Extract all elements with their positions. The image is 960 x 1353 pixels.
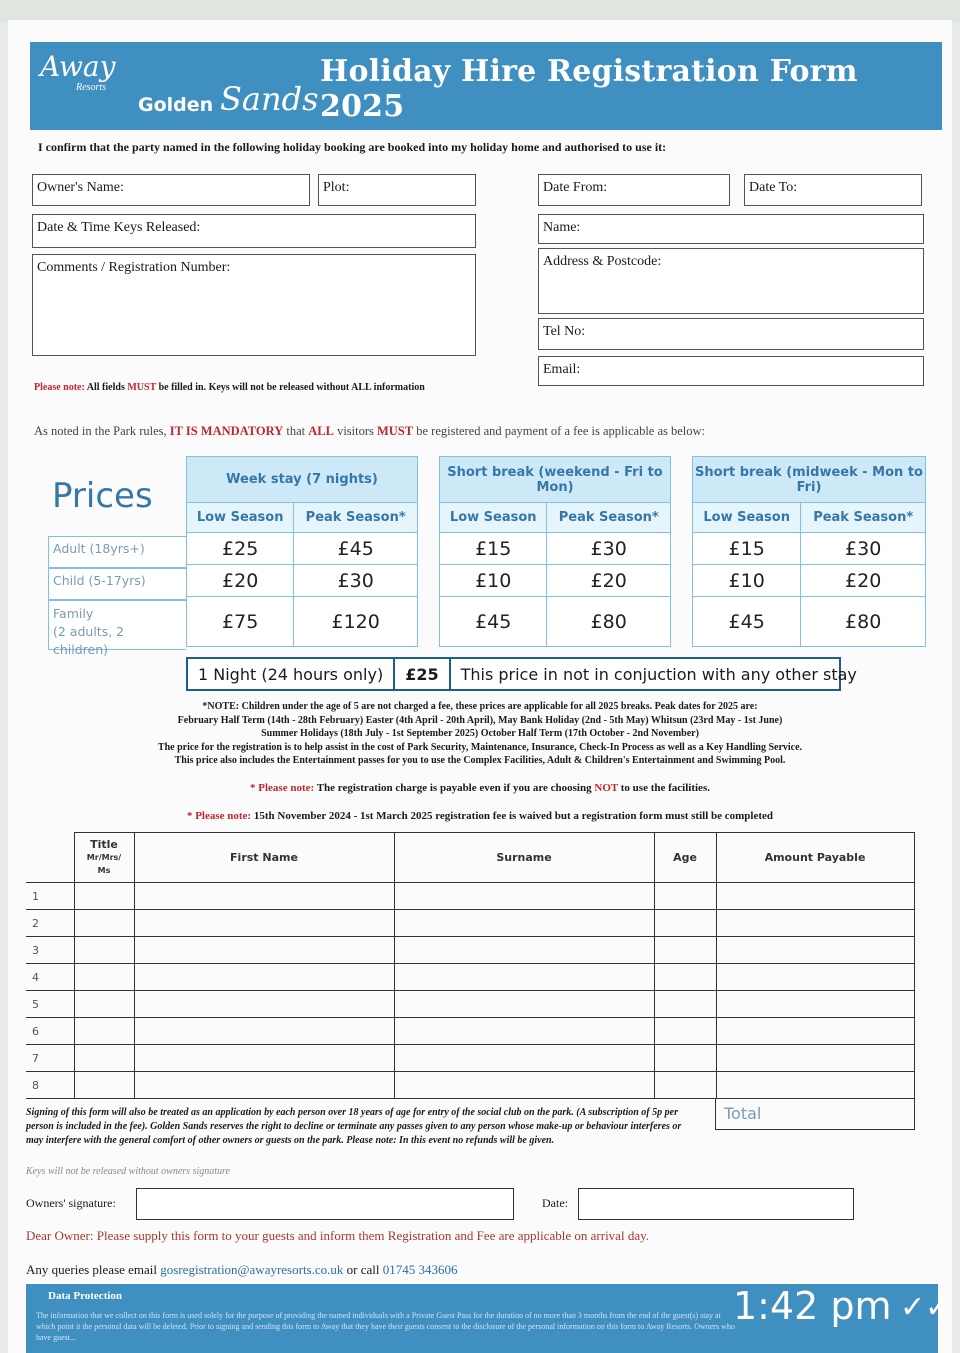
queries-line — [26, 1262, 457, 1278]
price-sub-peak: Peak Season* — [547, 503, 671, 533]
guest-col-surname: Surname — [394, 833, 654, 883]
guest-name-label: Name: — [543, 220, 581, 235]
first-name-cell[interactable] — [134, 1018, 394, 1045]
guest-col-number — [26, 833, 74, 883]
guest-col-age: Age — [654, 833, 716, 883]
mandatory-bold2: ALL — [308, 424, 334, 438]
table-row — [26, 883, 914, 910]
price-sub-low: Low Season — [187, 503, 294, 533]
fields-required-note — [34, 382, 425, 393]
note-line: *NOTE: Children under the age of 5 are not charged a fee, these prices are applicable for all 2025 breaks. Peak dates for 2025 are: — [202, 701, 758, 712]
note-line: February Half Term (14th - 28th February) Easter (4th April - 20th April), May Bank Holiday (2nd - 5th May) Whitsun (23rd May - 1st June) — [177, 714, 783, 726]
total-field[interactable] — [715, 1098, 915, 1130]
row-number: 2 — [26, 910, 74, 937]
email-label: Email: — [543, 362, 581, 377]
logo-golden: Golden — [138, 94, 214, 116]
please-note-pre: All fields — [86, 382, 128, 393]
first-name-cell[interactable] — [134, 937, 394, 964]
row-number: 5 — [26, 991, 74, 1018]
plot-label: Plot: — [323, 180, 350, 195]
price-sub-peak: Peak Season* — [801, 503, 926, 533]
first-name-cell[interactable] — [134, 883, 394, 910]
price-table-midweek — [692, 456, 926, 647]
date-from-field[interactable] — [538, 174, 730, 206]
amount-cell[interactable] — [716, 883, 914, 910]
row-number: 6 — [26, 1018, 74, 1045]
pn1-label: * Please note: — [250, 782, 315, 794]
read-ticks-icon: ✓✓ — [900, 1290, 951, 1325]
mandatory-bold3: MUST — [377, 424, 414, 438]
price-cell: £45 — [440, 597, 547, 647]
table-row — [26, 964, 914, 991]
queries-pre: Any queries please email — [26, 1262, 161, 1277]
one-night-box — [186, 657, 857, 691]
please-note-post: be filled in. Keys will not be released without ALL information — [156, 382, 425, 393]
signature-label: Owners' signature: — [26, 1196, 116, 1210]
guest-table — [26, 832, 915, 1099]
age-cell[interactable] — [654, 991, 716, 1018]
age-cell[interactable] — [654, 1072, 716, 1099]
col-title-label: Title — [90, 837, 118, 851]
first-name-cell[interactable] — [134, 1072, 394, 1099]
first-name-cell[interactable] — [134, 964, 394, 991]
price-cell: £20 — [801, 565, 926, 597]
surname-cell[interactable] — [394, 1018, 654, 1045]
price-cell: £20 — [547, 565, 671, 597]
amount-cell[interactable] — [716, 1045, 914, 1072]
prices-title: Prices — [52, 476, 153, 516]
message-timestamp: 1:42 pm — [733, 1284, 892, 1328]
price-sub-peak: Peak Season* — [294, 503, 418, 533]
guest-col-title — [74, 833, 134, 883]
logo-sands: Sands — [220, 80, 319, 118]
title-cell[interactable] — [74, 1072, 134, 1099]
price-heading-weekend: Short break (weekend - Fri to Mon) — [440, 457, 671, 503]
logo-away: Away — [40, 50, 116, 83]
signature-field[interactable] — [136, 1188, 514, 1220]
pn1-not: NOT — [594, 782, 619, 794]
title-cell[interactable] — [74, 1018, 134, 1045]
price-cell: £120 — [294, 597, 418, 647]
price-cell: £45 — [693, 597, 801, 647]
confirm-statement: I confirm that the party named in the following holiday booking are booked into my holiday home and authorised to use it: — [38, 140, 667, 154]
first-name-cell[interactable] — [134, 991, 394, 1018]
one-night-note: This price in not in conjuction with any other stay — [460, 665, 857, 684]
guest-col-amount: Amount Payable — [716, 833, 914, 883]
first-name-cell[interactable] — [134, 1045, 394, 1072]
dear-owner-text: Please supply this form to your guests and inform them Registration and Fee are applicable on arrival day. — [93, 1228, 649, 1243]
price-heading-midweek: Short break (midweek - Mon to Fri) — [693, 457, 926, 503]
dear-owner-note — [26, 1228, 649, 1244]
table-row — [26, 910, 914, 937]
price-table-week — [186, 456, 418, 647]
surname-cell[interactable] — [394, 1072, 654, 1099]
row-label-family — [48, 600, 186, 657]
keys-signature-note: Keys will not be released without owners signature — [26, 1166, 230, 1177]
tel-label: Tel No: — [543, 324, 586, 339]
amount-cell[interactable] — [716, 1018, 914, 1045]
guest-name-field[interactable] — [538, 214, 924, 244]
row-label-family-title: Family — [53, 606, 94, 621]
title-cell[interactable] — [74, 883, 134, 910]
one-night-price: £25 — [395, 659, 450, 689]
tel-field[interactable] — [538, 318, 924, 350]
title-cell[interactable] — [74, 991, 134, 1018]
table-row — [26, 991, 914, 1018]
title-cell[interactable] — [74, 964, 134, 991]
form-sheet — [8, 20, 952, 1353]
title-cell[interactable] — [74, 1045, 134, 1072]
age-cell[interactable] — [654, 964, 716, 991]
price-sub-low: Low Season — [693, 503, 801, 533]
keys-released-label: Date & Time Keys Released: — [37, 220, 201, 235]
surname-cell[interactable] — [394, 937, 654, 964]
amount-cell[interactable] — [716, 991, 914, 1018]
table-row — [26, 1018, 914, 1045]
date-field[interactable] — [578, 1188, 854, 1220]
mandatory-mid1: that — [283, 424, 309, 438]
price-cell: £20 — [187, 565, 294, 597]
price-cell: £80 — [547, 597, 671, 647]
owners-name-label: Owner's Name: — [37, 180, 124, 195]
price-heading-week: Week stay (7 nights) — [187, 457, 418, 503]
first-name-cell[interactable] — [134, 910, 394, 937]
registration-charge-note — [48, 782, 912, 794]
surname-cell[interactable] — [394, 964, 654, 991]
queries-mid: or call — [343, 1262, 383, 1277]
row-number: 1 — [26, 883, 74, 910]
please-note-must: MUST — [127, 382, 157, 393]
row-number: 7 — [26, 1045, 74, 1072]
row-number: 3 — [26, 937, 74, 964]
notes-block — [48, 700, 912, 768]
note-line: This price also includes the Entertainment passes for you to use the Complex Facilities, Adult & Children's Entertainment and Swimming Pool. — [174, 755, 786, 766]
surname-cell[interactable] — [394, 883, 654, 910]
price-cell: £10 — [440, 565, 547, 597]
date-to-field[interactable] — [744, 174, 922, 206]
row-label-child: Child (5-17yrs) — [48, 568, 186, 600]
owners-name-field[interactable] — [32, 174, 310, 206]
comments-label: Comments / Registration Number: — [37, 260, 231, 275]
guest-col-first: First Name — [134, 833, 394, 883]
age-cell[interactable] — [654, 1045, 716, 1072]
dear-owner-label: Dear Owner: — [26, 1228, 94, 1243]
title-cell[interactable] — [74, 910, 134, 937]
age-cell[interactable] — [654, 910, 716, 937]
pn2-label: * Please note: — [186, 810, 252, 822]
age-cell[interactable] — [654, 937, 716, 964]
signing-terms: Signing of this form will also be treated as an application by each person over 18 years of age for entry of the social club on the park. (A subscription of 5p per person is included in the fee). Golden Sands reserves the right to decline or terminate any passes given to any person whose make-up or behaviour interferes or may interfere with the general comfort of other owners or guests on the park. Please note: In this event no refunds will be given. — [26, 1107, 682, 1146]
amount-cell[interactable] — [716, 937, 914, 964]
age-cell[interactable] — [654, 883, 716, 910]
queries-phone-link[interactable]: 01745 343606 — [382, 1262, 458, 1277]
data-protection-title: Data Protection — [48, 1290, 123, 1302]
logo-resorts: Resorts — [76, 82, 106, 93]
queries-email-link[interactable]: gosregistration@awayresorts.co.uk — [160, 1262, 344, 1277]
email-field[interactable] — [538, 356, 924, 386]
row-number: 8 — [26, 1072, 74, 1099]
date-to-label: Date To: — [749, 180, 798, 195]
pn1-pre: The registration charge is payable even if you are choosing — [314, 782, 595, 794]
price-table-weekend — [439, 456, 671, 647]
table-row — [26, 1045, 914, 1072]
comments-field[interactable] — [32, 254, 476, 356]
amount-cell[interactable] — [716, 910, 914, 937]
fee-waived-note — [48, 810, 912, 822]
data-protection-text: The information that we collect on this form is used solely for the purpose of providing the named individuals with a Private Guest Pass for the duration of no more than 3 months from the end of the guest(s) stay at which point it the personal data will be deleted. Prior to signing and sending this form to Away that they have their guests consent to the disclosure of the personal information on this form to Away Resorts. Owners who have guest... — [36, 1311, 735, 1342]
amount-cell[interactable] — [716, 1072, 914, 1099]
please-note-label: Please note: — [34, 382, 85, 393]
pn2-text: 15th November 2024 - 1st March 2025 registration fee is waived but a registration form must still be completed — [251, 810, 774, 822]
mandatory-post: be registered and payment of a fee is applicable as below: — [413, 424, 706, 438]
price-cell: £30 — [801, 533, 926, 565]
age-cell[interactable] — [654, 1018, 716, 1045]
mandatory-notice — [34, 424, 705, 439]
surname-cell[interactable] — [394, 910, 654, 937]
price-sub-low: Low Season — [440, 503, 547, 533]
row-label-family-sub: (2 adults, 2 children) — [53, 624, 125, 657]
date-from-label: Date From: — [543, 180, 608, 195]
surname-cell[interactable] — [394, 991, 654, 1018]
form-title: Holiday Hire Registration Form 2025 — [320, 54, 858, 124]
plot-field[interactable] — [318, 174, 476, 206]
price-cell: £75 — [187, 597, 294, 647]
surname-cell[interactable] — [394, 1045, 654, 1072]
title-cell[interactable] — [74, 937, 134, 964]
date-label: Date: — [542, 1196, 568, 1210]
price-cell: £10 — [693, 565, 801, 597]
mandatory-pre: As noted in the Park rules, — [34, 424, 170, 438]
price-cell: £15 — [693, 533, 801, 565]
price-cell: £45 — [294, 533, 418, 565]
table-row — [26, 937, 914, 964]
mandatory-bold1: IT IS MANDATORY — [169, 424, 284, 438]
price-cell: £30 — [547, 533, 671, 565]
one-night-label: 1 Night (24 hours only) — [188, 659, 395, 689]
keys-released-field[interactable] — [32, 214, 476, 248]
col-title-sub: Mr/Mrs/ — [86, 852, 122, 862]
row-label-adult: Adult (18yrs+) — [48, 536, 186, 568]
col-title-sub2: Ms — [97, 865, 111, 875]
row-number: 4 — [26, 964, 74, 991]
price-cell: £30 — [294, 565, 418, 597]
price-cell: £25 — [187, 533, 294, 565]
note-line: Summer Holidays (18th July - 1st September 2025) October Half Term (17th October - 2nd November) — [261, 728, 699, 739]
total-label: Total — [724, 1104, 762, 1123]
pn1-post: to use the facilities. — [618, 782, 710, 794]
mandatory-mid2: visitors — [333, 424, 377, 438]
table-row — [26, 1072, 914, 1099]
price-cell: £80 — [801, 597, 926, 647]
top-strip — [0, 0, 960, 22]
amount-cell[interactable] — [716, 964, 914, 991]
price-cell: £15 — [440, 533, 547, 565]
form-header — [30, 42, 942, 130]
address-field[interactable] — [538, 248, 924, 314]
note-line: The price for the registration is to help assist in the cost of Park Security, Maintenance, Insurance, Check-In Process as well as a Key Handling Service. — [157, 741, 803, 753]
address-label: Address & Postcode: — [543, 254, 662, 269]
